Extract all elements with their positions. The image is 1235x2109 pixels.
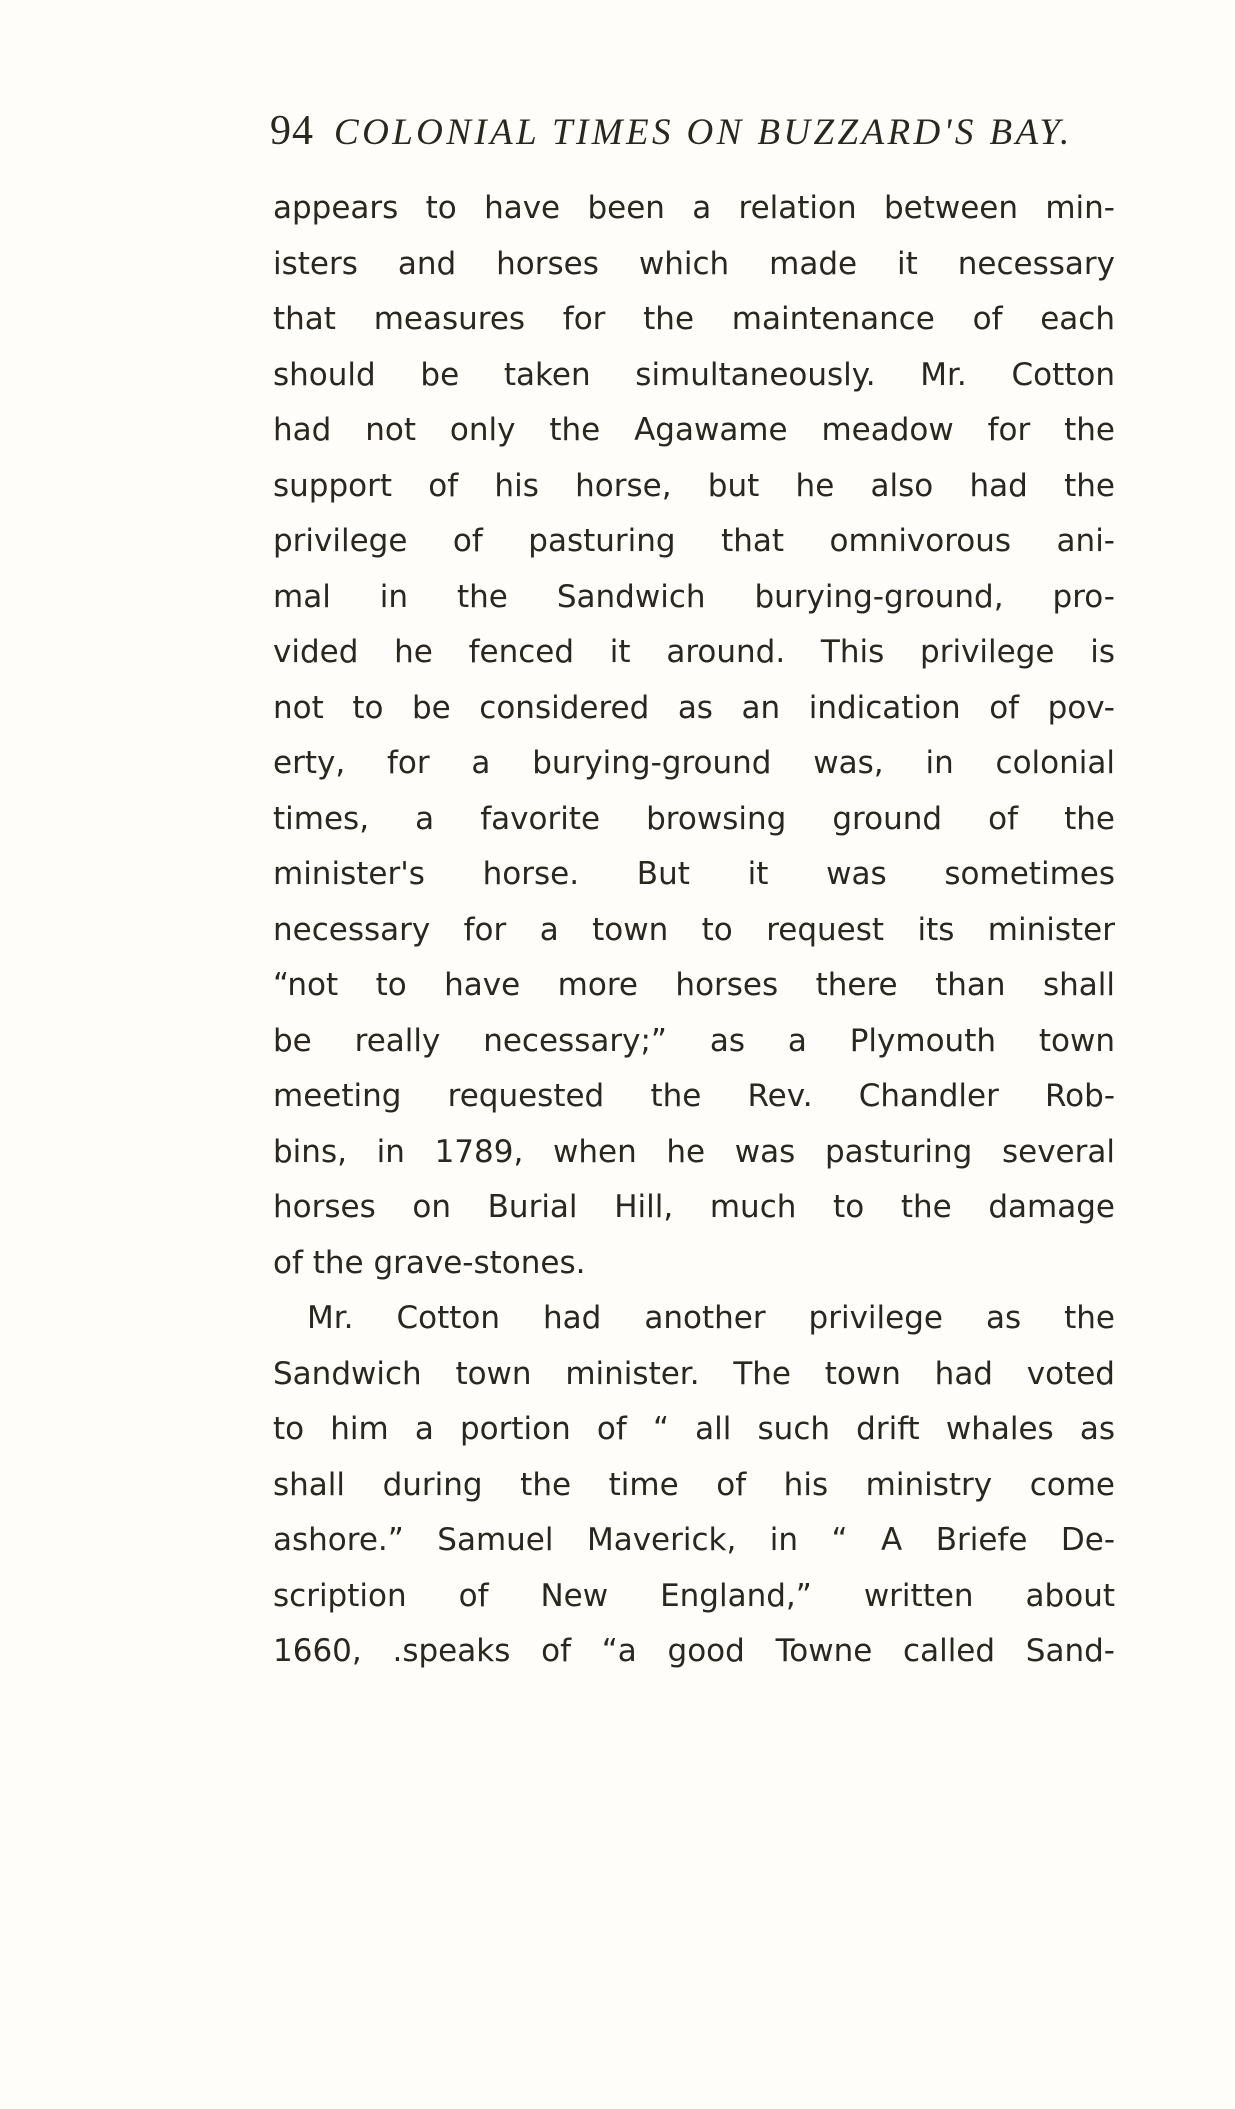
text-line: necessary for a town to request its minister <box>273 911 1115 948</box>
running-head: COLONIAL TIMES ON BUZZARD'S BAY. <box>334 112 1073 153</box>
text-line: privilege of pasturing that omnivorous ani- <box>273 523 1115 559</box>
page-header <box>270 107 1073 157</box>
text-line: appears to have been a relation between min- <box>273 190 1115 226</box>
text-line: of the grave-stones. <box>273 1244 586 1281</box>
text-line: shall during the time of his ministry come <box>273 1466 1115 1503</box>
text-line: minister's horse. But it was sometimes <box>273 856 1115 892</box>
text-line: had not only the Agawame meadow for the <box>273 412 1115 448</box>
text-line: mal in the Sandwich burying-ground, pro- <box>273 578 1115 615</box>
text-line: vided he fenced it around. This privilege is <box>273 634 1115 670</box>
text-line: horses on Burial Hill, much to the damage <box>273 1189 1115 1225</box>
text-line: not to be considered as an indication of pov- <box>273 689 1115 726</box>
text-line: scription of New England,” written about <box>273 1577 1115 1614</box>
text-line: support of his horse, but he also had the <box>273 467 1115 504</box>
text-line: to him a portion of “ all such drift whales as <box>273 1411 1115 1447</box>
text-line: ashore.” Samuel Maverick, in “ A Briefe De- <box>273 1522 1115 1558</box>
text-line: 1660, .speaks of “a good Towne called Sand- <box>273 1633 1115 1669</box>
text-line: isters and horses which made it necessary <box>273 245 1115 282</box>
text-line: meeting requested the Rev. Chandler Rob- <box>273 1078 1115 1114</box>
text-line: erty, for a burying-ground was, in colonial <box>273 745 1115 781</box>
text-line: bins, in 1789, when he was pasturing several <box>273 1133 1115 1170</box>
text-line: Mr. Cotton had another privilege as the <box>307 1300 1115 1336</box>
body-text <box>273 181 1115 1680</box>
text-line: Sandwich town minister. The town had voted <box>273 1355 1115 1392</box>
text-line: should be taken simultaneously. Mr. Cotton <box>273 356 1115 393</box>
paragraph <box>273 181 1115 1291</box>
text-line: “not to have more horses there than shall <box>273 967 1115 1003</box>
page-number: 94 <box>270 108 314 154</box>
text-line: be really necessary;” as a Plymouth town <box>273 1022 1115 1059</box>
text-line: that measures for the maintenance of each <box>273 301 1115 337</box>
text-line: times, a favorite browsing ground of the <box>273 800 1115 837</box>
paragraph <box>273 1291 1115 1680</box>
